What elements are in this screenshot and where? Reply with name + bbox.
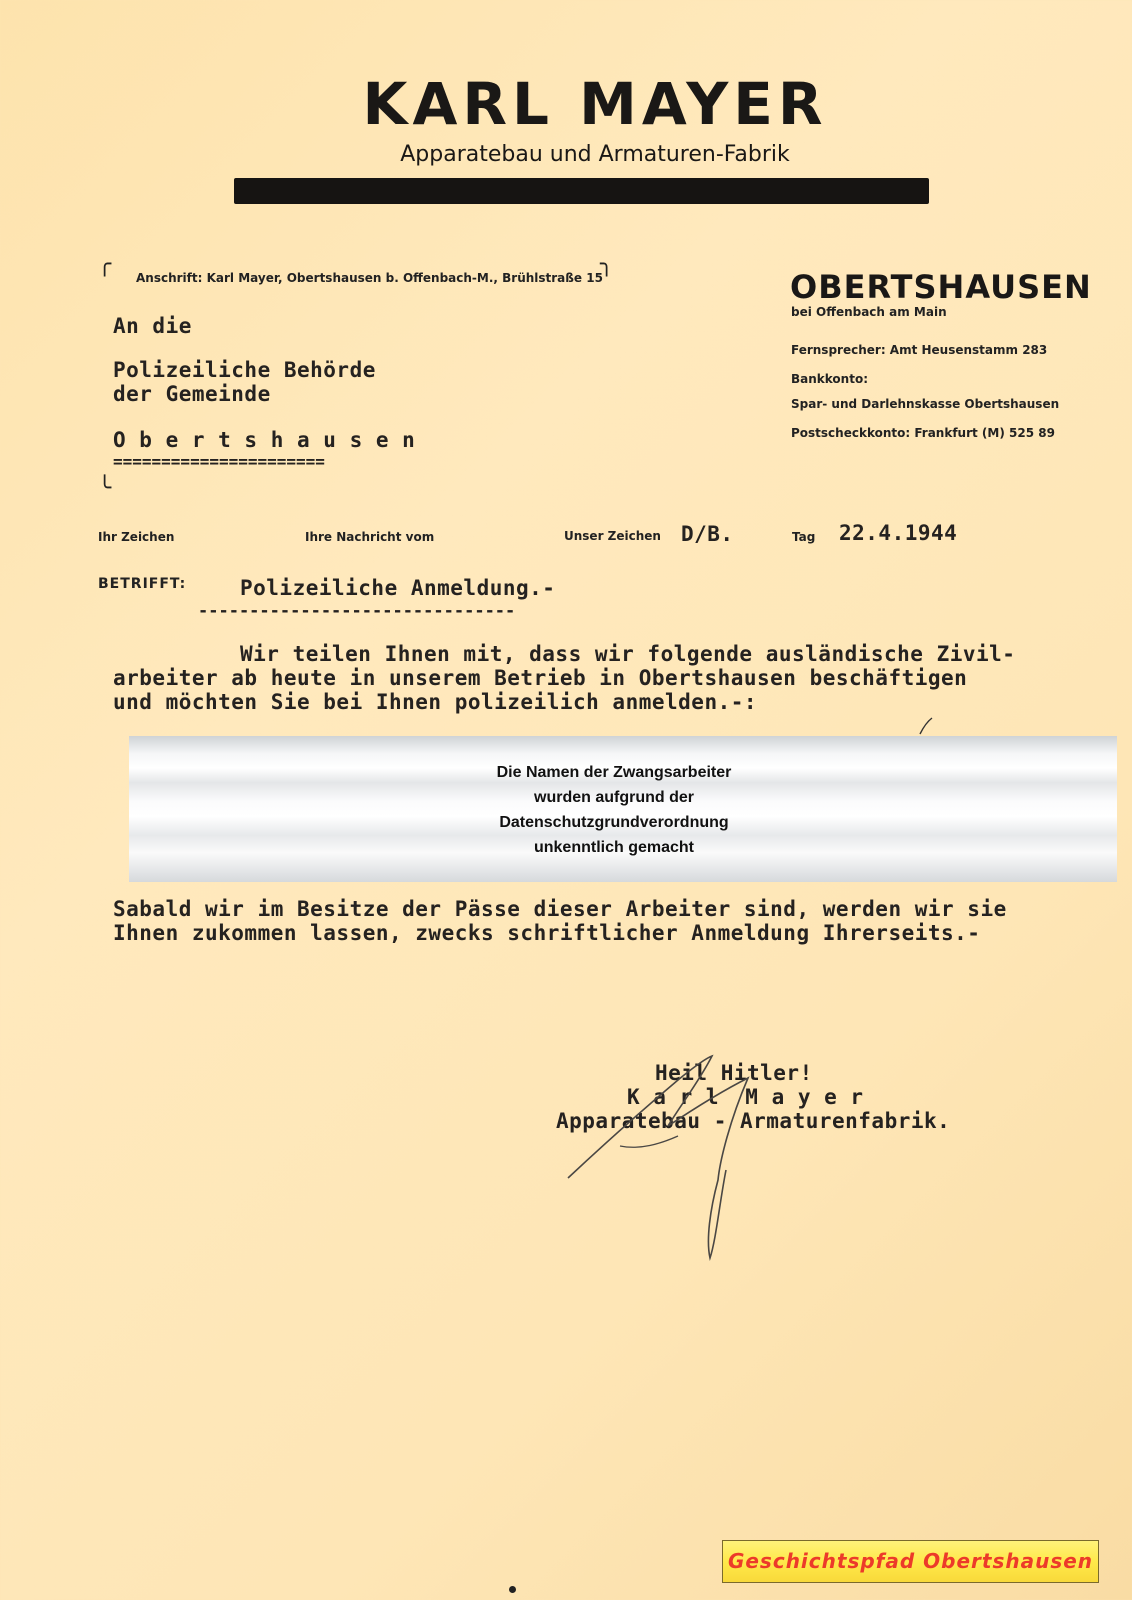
redaction-notice <box>129 736 1117 882</box>
redaction-line-3: Datenschutzgrundverordnung <box>499 814 729 831</box>
address-window-corner-bottom-left: ╰ <box>98 476 112 501</box>
body-para2-line2: Ihnen zukommen lassen, zwecks schriftlicher Anmeldung Ihrerseits.- <box>113 921 981 945</box>
address-window-corner-top-right: ╮ <box>600 252 614 277</box>
closing-greeting: Heil Hitler! <box>655 1061 813 1085</box>
closing-department: Apparatebau - Armaturenfabrik. <box>556 1109 951 1133</box>
day-label: Tag <box>792 530 816 544</box>
letterhead-city: OBERTSHAUSEN <box>790 268 1092 306</box>
company-name: KARL MAYER <box>362 70 828 138</box>
history-trail-badge: Geschichtspfad Obertshausen <box>722 1540 1099 1583</box>
closing-company: K a r l M a y e r <box>627 1085 864 1109</box>
phone-info: Fernsprecher: Amt Heusenstamm 283 <box>791 343 1048 357</box>
recipient-underline: ====================== <box>113 452 325 471</box>
pen-mark <box>918 716 934 736</box>
letter-date: 22.4.1944 <box>839 521 958 545</box>
subject-label: BETRIFFT: <box>98 576 187 592</box>
body-para1-line1: Wir teilen Ihnen mit, dass wir folgende ausländische Zivil- <box>240 642 1016 666</box>
recipient-city: O b e r t s h a u s e n <box>113 428 416 452</box>
letterhead-city-sub: bei Offenbach am Main <box>791 305 947 319</box>
body-para1-line3: und möchten Sie bei Ihnen polizeilich anmelden.-: <box>113 690 758 714</box>
company-subtitle: Apparatebau und Armaturen-Fabrik <box>400 142 790 167</box>
your-ref-label: Ihr Zeichen <box>98 530 175 544</box>
recipient-line-1: An die <box>113 314 192 338</box>
your-message-label: Ihre Nachricht vom <box>305 530 435 544</box>
recipient-line-3: der Gemeinde <box>113 382 271 406</box>
recipient-line-2: Polizeiliche Behörde <box>113 358 376 382</box>
handwritten-signature <box>560 1050 790 1270</box>
redaction-line-2: wurden aufgrund der <box>534 789 694 806</box>
sender-address-line: Anschrift: Karl Mayer, Obertshausen b. Offenbach-M., Brühlstraße 15 <box>136 271 603 285</box>
postal-account-info: Postscheckkonto: Frankfurt (M) 525 89 <box>791 426 1055 440</box>
paper-dot <box>509 1586 516 1593</box>
redaction-line-4: unkenntlich gemacht <box>533 839 695 856</box>
redaction-line-1: Die Namen der Zwangsarbeiter <box>496 764 732 781</box>
subject-text: Polizeiliche Anmeldung.- <box>240 576 556 600</box>
bank-label: Bankkonto: <box>791 372 868 386</box>
body-para1-line2: arbeiter ab heute in unserem Betrieb in Obertshausen beschäftigen <box>113 666 968 690</box>
body-para2-line1: Sabald wir im Besitze der Pässe dieser Arbeiter sind, werden wir sie <box>113 897 1007 921</box>
address-window-corner-top-left: ╭ <box>98 252 112 277</box>
subject-underline: ------------------------------- <box>198 601 516 621</box>
our-ref-label: Unser Zeichen <box>564 529 661 543</box>
our-ref-value: D/B. <box>681 522 734 546</box>
bank-info: Spar- und Darlehnskasse Obertshausen <box>791 397 1060 411</box>
letterhead-bar <box>234 178 929 204</box>
